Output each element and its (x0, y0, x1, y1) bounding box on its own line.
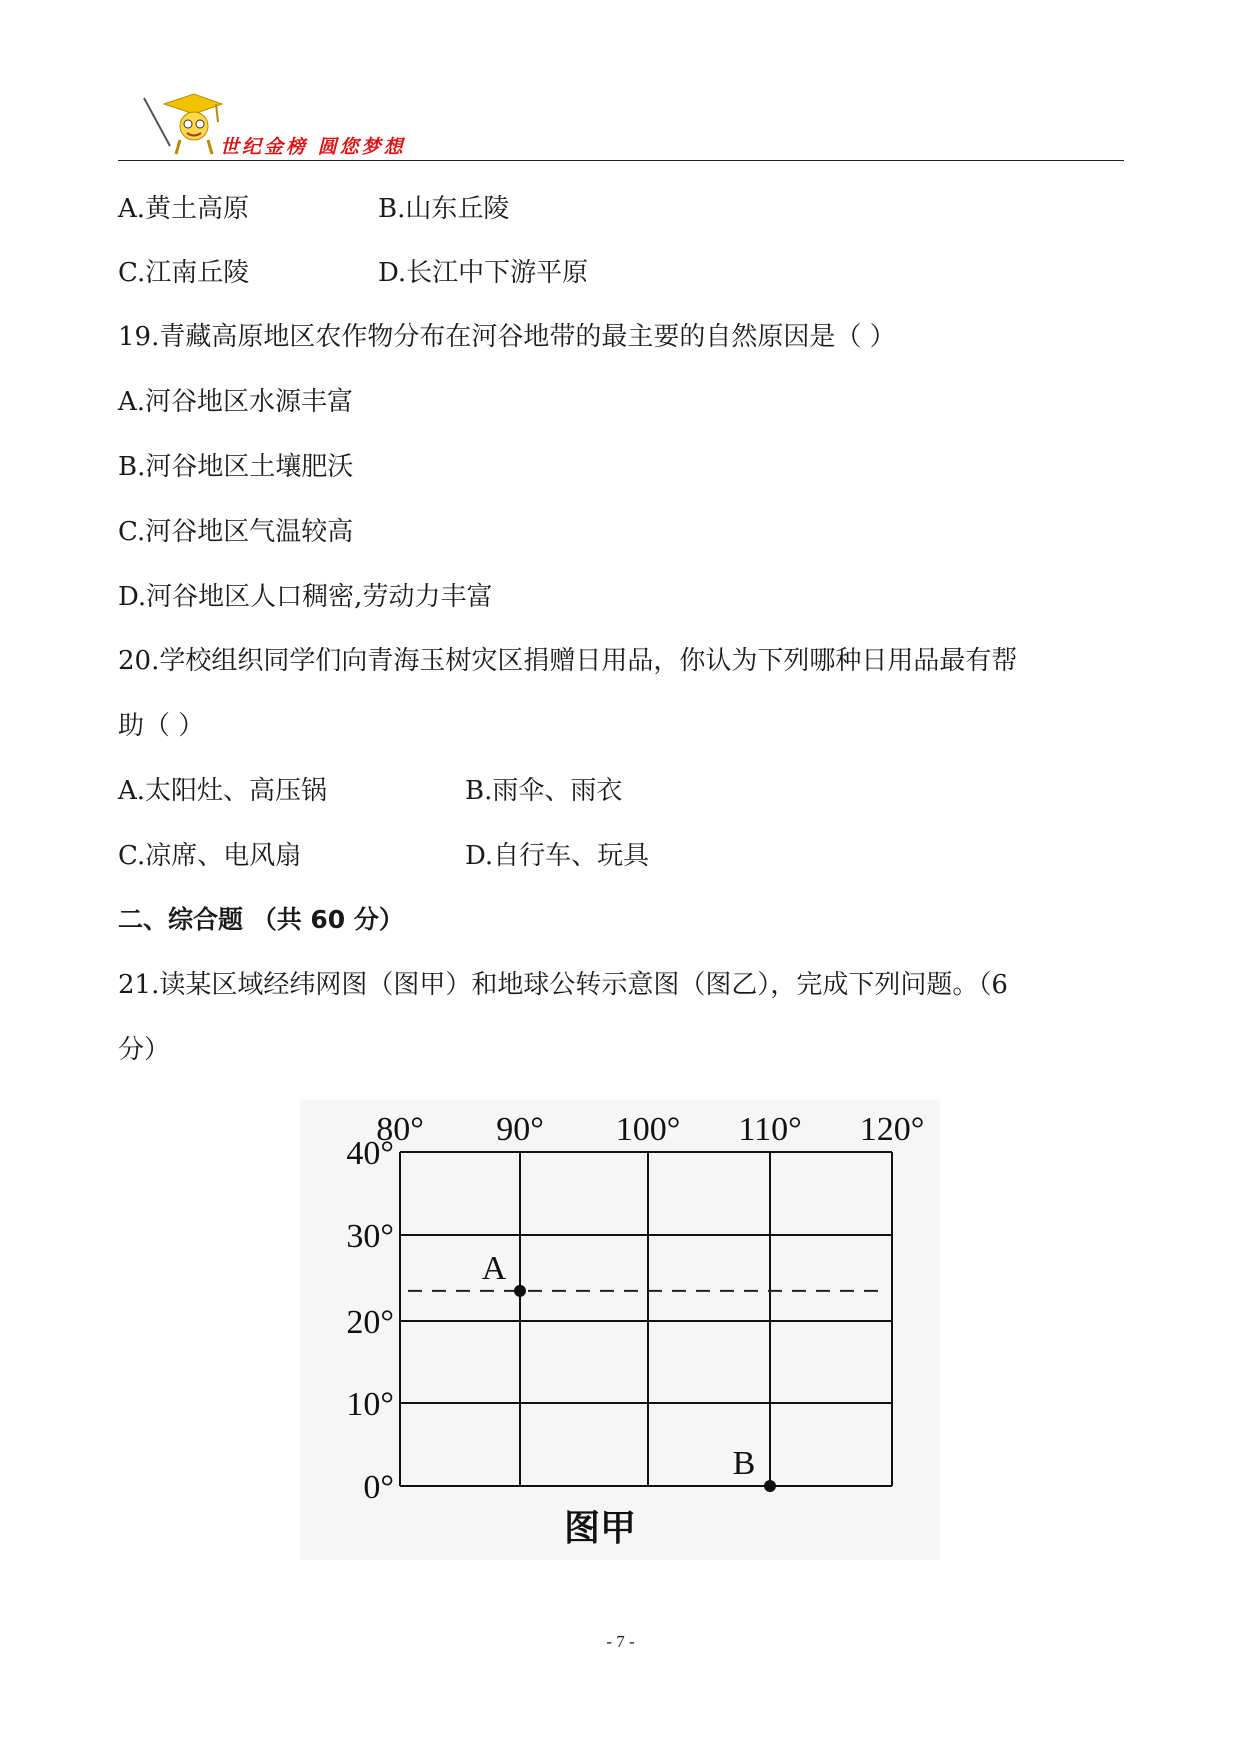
header-slogan: 世纪金榜 圆您梦想 (220, 136, 406, 158)
header-divider (118, 160, 1124, 161)
q20-option-row-2 (118, 839, 650, 873)
page-header (118, 80, 1118, 162)
q19-option-d: D.河谷地区人口稠密,劳动力丰富 (118, 582, 493, 612)
q20-option-a: A.太阳灶、高压锅 (118, 776, 328, 806)
q18-option-c: C.江南丘陵 (118, 258, 250, 288)
q18-option-row-2 (118, 256, 589, 290)
point-a-marker (514, 1285, 526, 1297)
latitude-label: 0° (363, 1469, 394, 1506)
section-title: 二、综合题 （共 60 分） (118, 905, 404, 934)
longitude-label: 90° (496, 1111, 544, 1148)
q18-option-a: A.黄土高原 (118, 194, 250, 224)
q19-option-b: B.河谷地区土壤肥沃 (118, 452, 354, 482)
page-number: - 7 - (606, 1632, 635, 1651)
q20-option-c: C.凉席、电风扇 (118, 841, 302, 871)
point-a-label: A (481, 1249, 507, 1287)
latitude-label: 10° (346, 1386, 394, 1423)
latitude-label: 40° (346, 1135, 394, 1172)
longitude-label: 100° (615, 1111, 681, 1148)
latitude-label: 30° (346, 1218, 394, 1255)
q18-option-row-1 (118, 192, 510, 226)
point-b-marker (764, 1480, 776, 1492)
longitude-label: 120° (859, 1111, 925, 1148)
point-b-label: B (732, 1445, 756, 1482)
q20-option-row-1 (118, 774, 623, 808)
q20-option-d: D.自行车、玩具 (465, 841, 650, 871)
lat-long-grid-figure (300, 1100, 940, 1560)
q19-option-a: A.河谷地区水源丰富 (118, 387, 354, 417)
q19-stem: 19.青藏高原地区农作物分布在河谷地带的最主要的自然原因是（ ） (118, 322, 896, 352)
latitude-label: 20° (346, 1304, 394, 1341)
figure-caption: 图甲 (563, 1508, 637, 1549)
longitude-label: 80° (376, 1111, 424, 1148)
q18-option-b: B.山东丘陵 (378, 194, 510, 224)
q20-stem-line-1: 20.学校组织同学们向青海玉树灾区捐赠日用品，你认为下列哪种日用品最有帮 (118, 646, 1018, 676)
graduate-mascot-icon (136, 88, 226, 158)
longitude-label: 110° (738, 1111, 802, 1148)
grid-diagram (300, 1100, 940, 1560)
q21-stem-line-2: 分） (118, 1035, 171, 1065)
q18-option-d: D.长江中下游平原 (378, 258, 589, 288)
q20-option-b: B.雨伞、雨衣 (465, 776, 623, 806)
q20-stem-line-2: 助（ ） (118, 711, 205, 741)
q21-stem-line-1: 21.读某区域经纬网图（图甲）和地球公转示意图（图乙），完成下列问题。（6 (118, 970, 1008, 1000)
q19-option-c: C.河谷地区气温较高 (118, 517, 354, 547)
